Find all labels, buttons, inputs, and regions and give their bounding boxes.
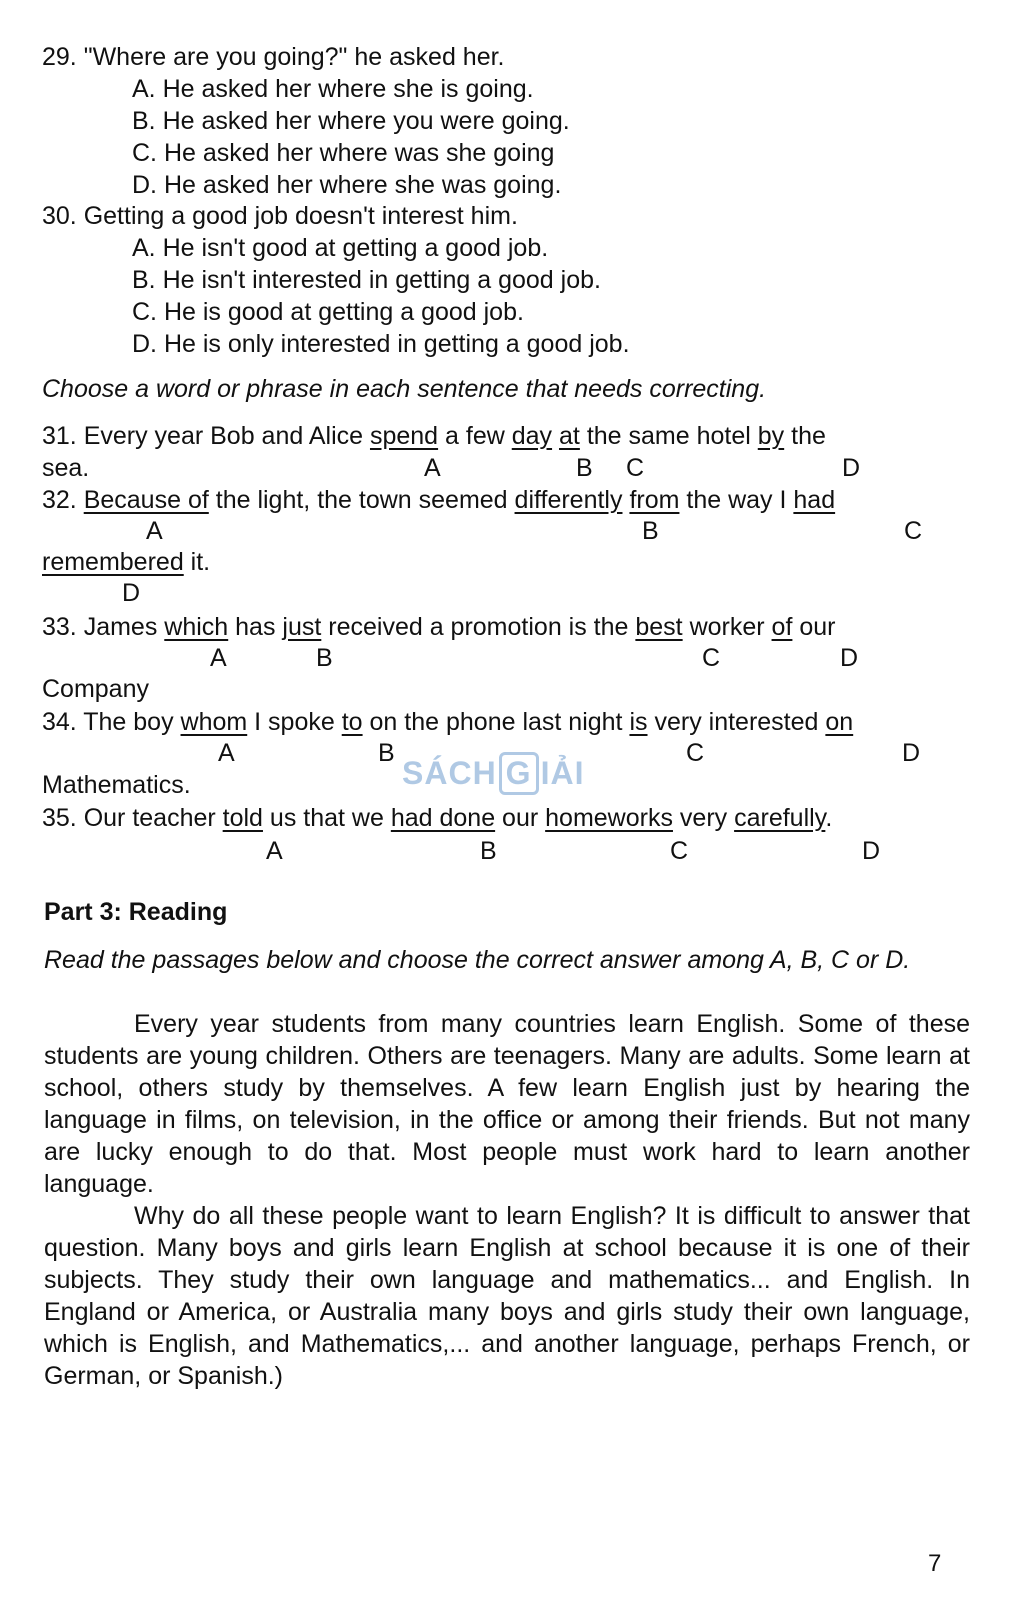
q30-option-d: D. He is only interested in getting a good job. bbox=[132, 330, 630, 358]
passage-paragraph-1: Every year students from many countries learn English. Some of these students are young children. Others are teenagers. Many are adults. Some learn at school, others study by themselves. A few learn English just by hearing the language in films, on television, in the office or among their friends. But not many are lucky enough to do that. Most people must work hard to learn another language. bbox=[44, 1010, 970, 1198]
q33-letter-d: D bbox=[840, 644, 859, 672]
q35-sentence: 35. Our teacher told us that we had done our homeworks very carefully. bbox=[42, 804, 833, 832]
q34-letter-c: C bbox=[686, 739, 705, 767]
watermark-logo: SÁCH G IẢI bbox=[402, 752, 584, 795]
q32-underlined-c: had bbox=[793, 486, 836, 514]
q35-underlined-a: told bbox=[222, 804, 263, 832]
q31-letter-d: D bbox=[842, 454, 861, 482]
q30-stem: 30. Getting a good job doesn't interest him. bbox=[42, 202, 518, 230]
q34-underlined-c: is bbox=[629, 708, 648, 736]
q35-letter-d: D bbox=[862, 837, 881, 865]
page-number: 7 bbox=[928, 1550, 942, 1577]
q35-letter-b: B bbox=[480, 837, 497, 865]
q32-sentence: 32. Because of the light, the town seemed differently from the way I had bbox=[42, 486, 836, 514]
q32-letter-a: A bbox=[146, 517, 163, 545]
q35-underlined-c: homeworks bbox=[545, 804, 673, 832]
q34-line2: Mathematics. bbox=[42, 771, 191, 799]
q34-underlined-b: to bbox=[341, 708, 363, 736]
q33-underlined-c: best bbox=[635, 613, 683, 641]
q31-underlined-d: by bbox=[757, 422, 785, 450]
q33-letter-c: C bbox=[702, 644, 721, 672]
q31-letter-c: C bbox=[626, 454, 645, 482]
q33-sentence: 33. James which has just received a promotion is the best worker of our bbox=[42, 613, 836, 641]
q29-stem: 29. "Where are you going?" he asked her. bbox=[42, 43, 505, 71]
q31-line2: sea. bbox=[42, 454, 90, 482]
q33-underlined-a: which bbox=[164, 613, 229, 641]
q34-underlined-a: whom bbox=[180, 708, 248, 736]
q34-underlined-d: on bbox=[825, 708, 854, 736]
q35-letter-c: C bbox=[670, 837, 689, 865]
q34-letter-d: D bbox=[902, 739, 921, 767]
q33-underlined-b: just bbox=[282, 613, 322, 641]
q33-underlined-d: of bbox=[771, 613, 793, 641]
q32-underlined-b: differently bbox=[514, 486, 623, 514]
q32-line2: remembered it. bbox=[42, 548, 211, 576]
q30-option-c: C. He is good at getting a good job. bbox=[132, 298, 524, 326]
q29-option-b: B. He asked her where you were going. bbox=[132, 107, 570, 135]
q31-sentence: 31. Every year Bob and Alice spend a few day at the same hotel by the bbox=[42, 422, 826, 450]
q33-line2: Company bbox=[42, 675, 149, 703]
q34-letter-b: B bbox=[378, 739, 395, 767]
q34-sentence: 34. The boy whom I spoke to on the phone last night is very interested on bbox=[42, 708, 854, 736]
q32-underlined-b2: from bbox=[629, 486, 680, 514]
q29-option-c: C. He asked her where was she going bbox=[132, 139, 555, 167]
q33-letter-a: A bbox=[210, 644, 227, 672]
q32-underlined-a: Because of bbox=[83, 486, 209, 514]
part3-heading: Part 3: Reading bbox=[44, 898, 228, 926]
part3-instruction: Read the passages below and choose the correct answer among A, B, C or D. bbox=[44, 946, 911, 974]
q32-letter-d: D bbox=[122, 579, 141, 607]
q31-underlined-b: day bbox=[511, 422, 553, 450]
q31-letter-b: B bbox=[576, 454, 593, 482]
q32-letter-c: C bbox=[904, 517, 923, 545]
reading-passage bbox=[44, 1008, 970, 1392]
passage-paragraph-2: Why do all these people want to learn English? It is difficult to answer that question. Many boys and girls learn English at school because it is one of their subjects. They study their own language and mathematics... and English. In England or America, or Australia many boys and girls study their own language, which is English, and Mathematics,... and another language, perhaps French, or German, or Spanish.) bbox=[44, 1202, 970, 1390]
q31-underlined-c: at bbox=[559, 422, 580, 450]
q35-underlined-d: carefully bbox=[734, 804, 826, 832]
q32-underlined-d: remembered bbox=[42, 548, 184, 576]
section-instruction: Choose a word or phrase in each sentence that needs correcting. bbox=[42, 375, 767, 403]
q31-letter-a: A bbox=[424, 454, 441, 482]
q30-option-a: A. He isn't good at getting a good job. bbox=[132, 234, 549, 262]
q35-letter-a: A bbox=[266, 837, 283, 865]
q33-letter-b: B bbox=[316, 644, 333, 672]
q30-option-b: B. He isn't interested in getting a good job. bbox=[132, 266, 601, 294]
q31-underlined-a: spend bbox=[369, 422, 439, 450]
q32-letter-b: B bbox=[642, 517, 659, 545]
q29-option-d: D. He asked her where she was going. bbox=[132, 171, 562, 199]
q34-letter-a: A bbox=[218, 739, 235, 767]
q29-option-a: A. He asked her where she is going. bbox=[132, 75, 534, 103]
q35-underlined-b: had done bbox=[390, 804, 496, 832]
